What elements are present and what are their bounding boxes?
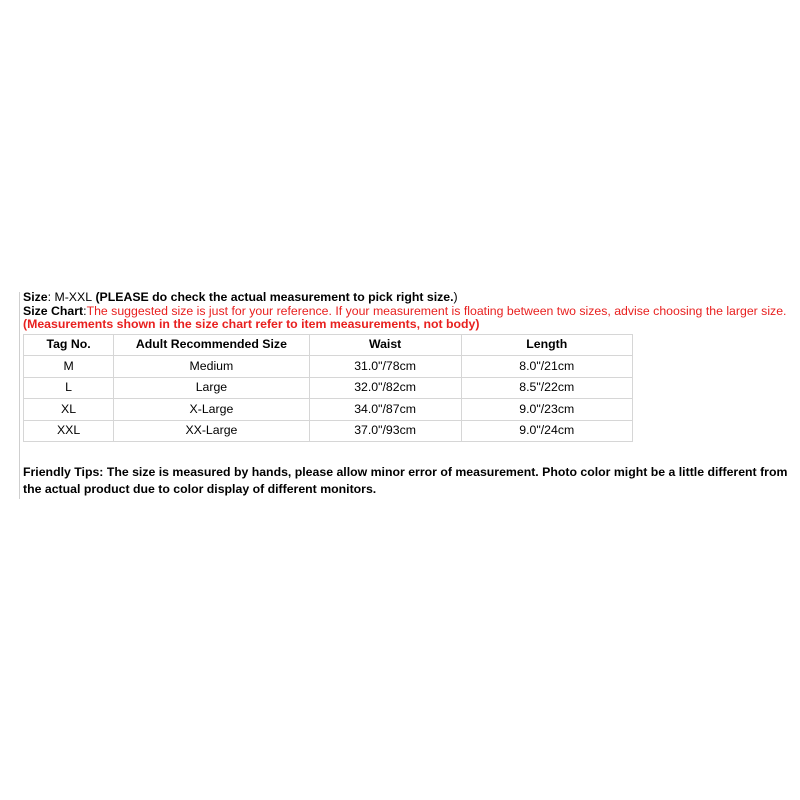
cell-waist: 34.0"/87cm bbox=[309, 399, 461, 421]
size-line bbox=[23, 291, 793, 305]
cell-size: X-Large bbox=[114, 399, 310, 421]
table-row bbox=[24, 356, 633, 378]
cell-tag: L bbox=[24, 377, 114, 399]
size-chart-sep: : bbox=[83, 303, 87, 318]
table-header-row bbox=[24, 334, 633, 356]
header-length: Length bbox=[461, 334, 632, 356]
size-chart-text: The suggested size is just for your reference. If your measurement is floating between two sizes, advise choosing the larger size. bbox=[86, 303, 787, 318]
header-adult-size: Adult Recommended Size bbox=[114, 334, 310, 356]
size-chart-label: Size Chart bbox=[23, 303, 84, 318]
cell-size: Medium bbox=[114, 356, 310, 378]
table-row bbox=[24, 377, 633, 399]
table-row bbox=[24, 420, 633, 442]
left-border-line bbox=[19, 292, 20, 499]
cell-waist: 37.0"/93cm bbox=[309, 420, 461, 442]
size-value: M-XXL bbox=[54, 290, 93, 304]
cell-length: 8.5"/22cm bbox=[461, 377, 632, 399]
cell-size: XX-Large bbox=[114, 420, 310, 442]
size-info-document bbox=[23, 291, 793, 498]
cell-waist: 31.0"/78cm bbox=[309, 356, 461, 378]
header-waist: Waist bbox=[309, 334, 461, 356]
cell-length: 9.0"/24cm bbox=[461, 420, 632, 442]
size-note: (PLEASE do check the actual measurement to pick right size. bbox=[92, 290, 454, 304]
friendly-tips: Friendly Tips: The size is measured by hands, please allow minor error of measurement. Photo color might be a little different from the actual product due to color display of different monitors. bbox=[23, 465, 788, 497]
size-chart-note bbox=[23, 305, 793, 332]
cell-waist: 32.0"/82cm bbox=[309, 377, 461, 399]
size-chart-bold-note: (Measurements shown in the size chart refer to item measurements, not body) bbox=[23, 317, 480, 332]
table-row bbox=[24, 399, 633, 421]
cell-tag: XL bbox=[24, 399, 114, 421]
cell-size: Large bbox=[114, 377, 310, 399]
cell-tag: XXL bbox=[24, 420, 114, 442]
size-label: Size bbox=[23, 290, 48, 304]
size-sep: : bbox=[47, 290, 55, 304]
cell-length: 9.0"/23cm bbox=[461, 399, 632, 421]
cell-tag: M bbox=[24, 356, 114, 378]
size-close: ) bbox=[453, 290, 458, 304]
header-tag-no: Tag No. bbox=[24, 334, 114, 356]
cell-length: 8.0"/21cm bbox=[461, 356, 632, 378]
size-table bbox=[23, 334, 633, 443]
